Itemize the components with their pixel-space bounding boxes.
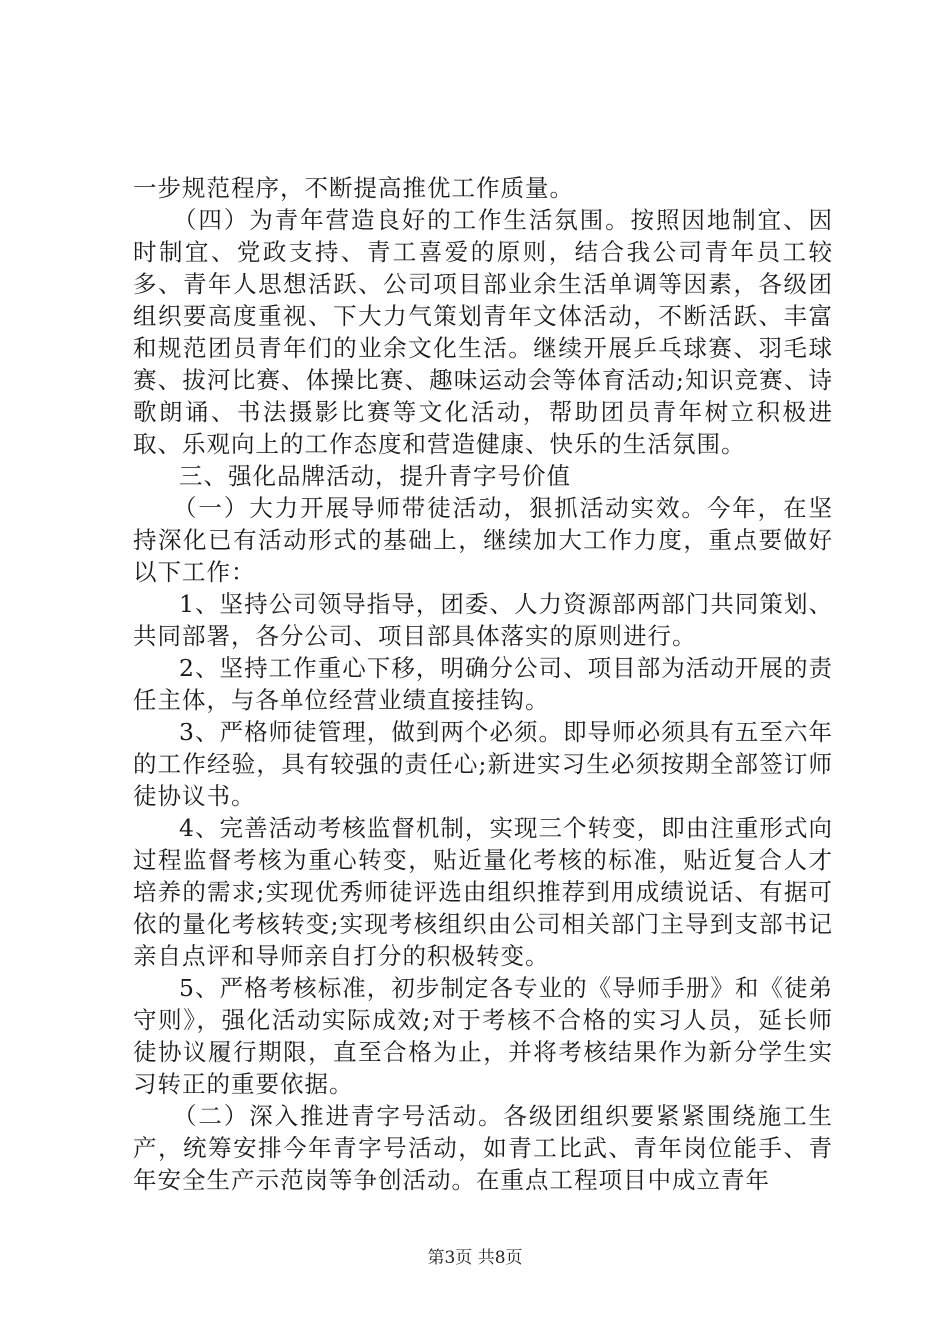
paragraph-continuation: 一步规范程序，不断提高推优工作质量。 bbox=[133, 174, 574, 202]
section-heading-3: 三、强化品牌活动，提升青字号价值 bbox=[179, 462, 571, 490]
document-body bbox=[133, 172, 833, 1196]
paragraph-subsection-2: （二）深入推进青字号活动。各级团组织要紧紧围绕施工生产，统筹安排今年青字号活动，如青工比武、青年岗位能手、青年安全生产示范岗等争创活动。在重点工程项目中成立青年 bbox=[133, 1102, 833, 1194]
paragraph-section-4: （四）为青年营造良好的工作生活氛围。按照因地制宜、因时制宜、党政支持、青工喜爱的原则，结合我公司青年员工较多、青年人思想活跃、公司项目部业余生活单调等因素，各级团组织要高度重视、下大力气策划青年文体活动，不断活跃、丰富和规范团员青年们的业余文化生活。继续开展乒乓球赛、羽毛球赛、拔河比赛、体操比赛、趣味运动会等体育活动;知识竞赛、诗歌朗诵、书法摄影比赛等文化活动，帮助团员青年树立积极进取、乐观向上的工作态度和营造健康、快乐的生活氛围。 bbox=[133, 206, 833, 458]
list-item-2: 2、坚持工作重心下移，明确分公司、项目部为活动开展的责任主体，与各单位经营业绩直接挂钩。 bbox=[133, 654, 833, 714]
paragraph-subsection-1: （一）大力开展导师带徒活动，狠抓活动实效。今年，在坚持深化已有活动形式的基础上，继续加大工作力度，重点要做好以下工作： bbox=[133, 494, 833, 586]
page-number-footer: 第3页 共8页 bbox=[427, 1248, 523, 1268]
list-item-1: 1、坚持公司领导指导，团委、人力资源部两部门共同策划、共同部署，各分公司、项目部具体落实的原则进行。 bbox=[133, 590, 833, 650]
list-item-3: 3、严格师徒管理，做到两个必须。即导师必须具有五至六年的工作经验，具有较强的责任心;新进实习生必须按期全部签订师徒协议书。 bbox=[133, 718, 833, 810]
list-item-5: 5、严格考核标准，初步制定各专业的《导师手册》和《徒弟守则》，强化活动实际成效;对于考核不合格的实习人员，延长师徒协议履行期限，直至合格为止，并将考核结果作为新分学生实习转正的重要依据。 bbox=[133, 974, 833, 1098]
list-item-4: 4、完善活动考核监督机制，实现三个转变，即由注重形式向过程监督考核为重心转变，贴近量化考核的标准，贴近复合人才培养的需求;实现优秀师徒评选由组织推荐到用成绩说话、有据可依的量化考核转变;实现考核组织由公司相关部门主导到支部书记亲自点评和导师亲自打分的积极转变。 bbox=[133, 814, 833, 970]
